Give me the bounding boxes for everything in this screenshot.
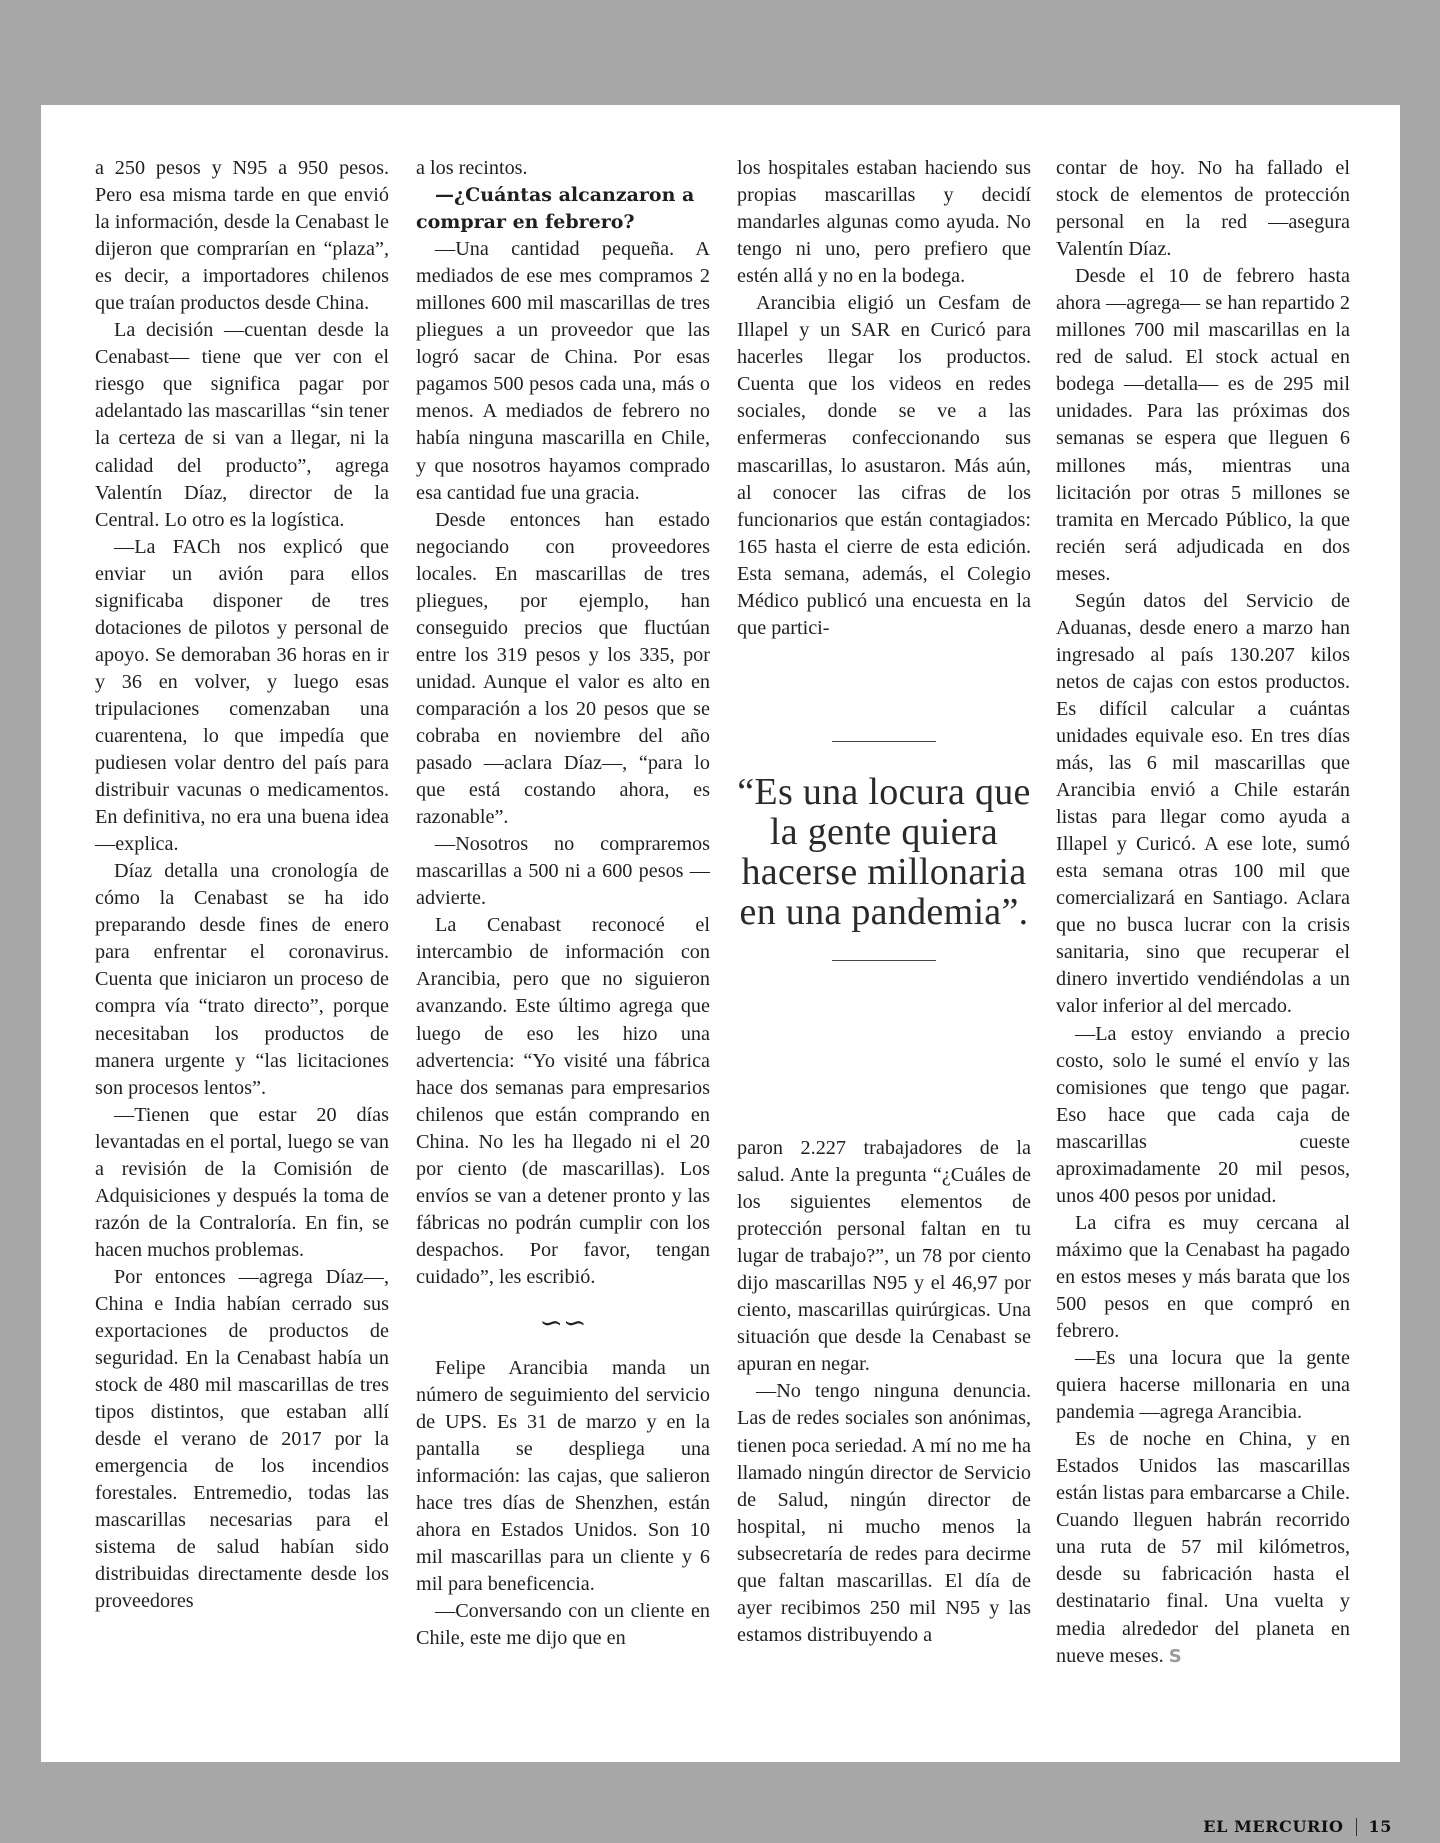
- paragraph: los hospitales estaban haciendo sus propias mascarillas y decidí mandarles algunas como ayuda. No tengo ni uno, pero prefiero que estén allá y no en la bodega.: [737, 157, 1031, 288]
- paragraph: a 250 pesos y N95 a 950 pesos. Pero esa misma tarde en que envió la información, desde la Cenabast le dijeron que comprarían en “plaza”, es decir, a importadores chilenos que traían productos desde China.: [95, 157, 389, 315]
- paragraph: Díaz detalla una cronología de cómo la Cenabast se ha ido preparando desde fines de enero para enfrentar el coronavirus. Cuenta que iniciaron un proceso de compra vía “trato directo”, porque necesitaban los productos de manera urgente y “las licitaciones son procesos lentos”.: [95, 860, 389, 1099]
- paragraph: a los recintos.: [416, 157, 528, 179]
- section-break-ornament-icon: ∽∽: [539, 1305, 587, 1339]
- paragraph: Desde entonces han estado negociando con proveedores locales. En mascarillas de tres pliegues, por ejemplo, han conseguido precios que fluctúan entre los 319 pesos y los 335, por unidad. Aunque el valor es alto en comparación a los 20 pesos que se cobraba en noviembre del año pasado —aclara Díaz—, “para lo que está costando ahora, es razonable”.: [416, 508, 710, 829]
- paragraph: —Nosotros no compraremos mascarillas a 500 ni a 600 pesos —advierte.: [416, 833, 710, 910]
- paragraph: —Conversando con un cliente en Chile, este me dijo que en: [416, 1600, 710, 1650]
- pull-quote-bottom-rule: [832, 960, 936, 961]
- paragraph: —La estoy enviando a precio costo, solo le sumé el envío y las comisiones que tengo que pagar. Eso hace que cada caja de mascarillas cueste aproximadamente 20 mil pesos, unos 400 pesos por unidad.: [1056, 1022, 1350, 1207]
- paragraph: [1056, 1426, 1350, 1669]
- paragraph: —Tienen que estar 20 días levantadas en el portal, luego se van a revisión de la Comisión de Adquisiciones y después la toma de razón de la Contraloría. En fin, se hacen muchos problemas.: [95, 1103, 389, 1261]
- article-column-4: [1056, 155, 1350, 1670]
- pull-quote-text: “Es una locura que la gente quiera hacerse millonaria en una pandemia”.: [737, 771, 1031, 933]
- paragraph: Según datos del Servicio de Aduanas, desde enero a marzo han ingresado al país 130.207 kilos netos de cajas con estos productos. Es difícil calcular a cuántas unidades equivale eso. En tres días más, las 6 mil mascarillas que Arancibia envió a Chile estarán listas para llegar como ayuda a Illapel y Curicó. A ese lote, sumó esta semana otras 100 mil que comercializará en Santiago. Aclara que no busca lucrar con la crisis sanitaria, sino que recuperar el dinero invertido vendiéndolas a un valor inferior al del mercado.: [1056, 589, 1350, 1018]
- page-footer: [1203, 1817, 1392, 1836]
- paragraph: Arancibia eligió un Cesfam de Illapel y un SAR en Curicó para hacerles llegar los productos. Cuenta que los videos en redes sociales, donde se ve a las enfermeras confeccionando sus mascarillas, lo asustaron. Más aún, al conocer las cifras de los funcionarios que están contagiados: 165 hasta el cierre de esta edición. Esta semana, además, el Colegio Médico publicó una encuesta en la que partici-: [737, 292, 1031, 639]
- paragraph: —Es una locura que la gente quiera hacerse millonaria en una pandemia —agrega Arancibia.: [1056, 1347, 1350, 1424]
- publication-name: EL MERCURIO: [1203, 1817, 1344, 1836]
- paragraph: Por entonces —agrega Díaz—, China e India habían cerrado sus exportaciones de productos de seguridad. En la Cenabast había un stock de 480 mil mascarillas de tres tipos distintos, que estaban allí desde el verano de 2017 por la emergencia de los incendios forestales. Entremedio, todas las mascarillas necesarias para el sistema de salud habían sido distribuidas directamente desde los proveedores: [95, 1265, 389, 1613]
- paragraph: Felipe Arancibia manda un número de seguimiento del servicio de UPS. Es 31 de marzo y en la pantalla se despliega una información: las cajas, que salieron hace tres días de Shenzhen, están ahora en Estados Unidos. Son 10 mil mascarillas para un cliente y 6 mil para beneficencia.: [416, 1356, 710, 1596]
- paragraph: —La FACh nos explicó que enviar un avión para ellos significaba disponer de tres dotaciones de pilotos y personal de apoyo. Se demoraban 36 horas en ir y 36 en volver, y luego esas tripulaciones comenzaban una cuarentena, lo que impedía que pudiesen volar dentro del país para distribuir vacunas o medicamentos. En definitiva, no era una buena idea —explica.: [95, 535, 389, 856]
- pull-quote-top-rule: [832, 741, 936, 742]
- footer-divider: [1356, 1818, 1357, 1836]
- article-column-3-bottom: [737, 1135, 1031, 1649]
- article-column-2: [416, 155, 710, 1652]
- article-column-3-top: [737, 155, 1031, 642]
- pull-quote: [737, 741, 1031, 961]
- paragraph: La Cenabast reconocé el intercambio de información con Arancibia, pero que no siguieron avanzando. Este último agrega que luego de eso les hizo una advertencia: “Yo visité una fábrica hace dos semanas para empresarios chilenos que están comprando en China. No les ha llegado ni el 20 por ciento (de mascarillas). Los envíos se van a detener pronto y las fábricas no podrán cumplir con los despachos. Por favor, tengan cuidado”, les escribió.: [416, 914, 710, 1288]
- paragraph: —Una cantidad pequeña. A mediados de ese mes compramos 2 millones 600 mil mascarillas de tres pliegues a un proveedor que las logró sacar de China. Por esas pagamos 500 pesos cada una, más o menos. A mediados de febrero no había ninguna mascarilla en Chile, y que nosotros hayamos comprado esa cantidad fue una gracia.: [416, 238, 710, 504]
- paragraph: Desde el 10 de febrero hasta ahora —agrega— se han repartido 2 millones 700 mil mascarillas en la red de salud. El stock actual en bodega —detalla— es de 295 mil unidades. Para las próximas dos semanas se espera que lleguen 6 millones más, mientras una licitación por otras 5 millones se tramita en Mercado Público, la que recién será adjudicada en dos meses.: [1056, 265, 1350, 585]
- interview-question: —¿Cuántas alcanzaron a comprar en febrero?: [416, 184, 695, 234]
- end-of-article-mark: S: [1168, 1645, 1182, 1667]
- magazine-page: [41, 105, 1400, 1762]
- page-number: 15: [1368, 1817, 1392, 1836]
- paragraph: La decisión —cuentan desde la Cenabast— tiene que ver con el riesgo que significa pagar por adelantado las mascarillas “sin tener la certeza de si van a llegar, ni la calidad del producto”, agrega Valentín Díaz, director de la Central. Lo otro es la logística.: [95, 319, 389, 531]
- paragraph: —No tengo ninguna denuncia. Las de redes sociales son anónimas, tienen poca seriedad. A mí no me ha llamado ningún director de Servicio de Salud, ningún director de hospital, ni mucho menos la subsecretaría de redes para decirme que faltan mascarillas. El día de ayer recibimos 250 mil N95 y las estamos distribuyendo a: [737, 1380, 1031, 1646]
- paragraph: paron 2.227 trabajadores de la salud. Ante la pregunta “¿Cuáles de los siguientes elementos de protección personal faltan en tu lugar de trabajo?”, un 78 por ciento dijo mascarillas N95 y el 46,97 por ciento, mascarillas quirúrgicas. Una situación que desde la Cenabast se apuran en negar.: [737, 1137, 1031, 1376]
- paragraph: La cifra es muy cercana al máximo que la Cenabast ha pagado en estos meses y más barata que los 500 pesos en que compró en febrero.: [1056, 1211, 1350, 1343]
- article-column-1: [95, 155, 389, 1616]
- paragraph-text: Es de noche en China, y en Estados Unidos las mascarillas están listas para embarcarse a Chile. Cuando lleguen habrán recorrido una ruta de 57 mil kilómetros, desde su fabricación hasta el destinatario final. Una vuelta y media alrededor del planeta en nueve meses.: [1056, 1428, 1350, 1667]
- paragraph: contar de hoy. No ha fallado el stock de elementos de protección personal en la red —asegura Valentín Díaz.: [1056, 157, 1350, 261]
